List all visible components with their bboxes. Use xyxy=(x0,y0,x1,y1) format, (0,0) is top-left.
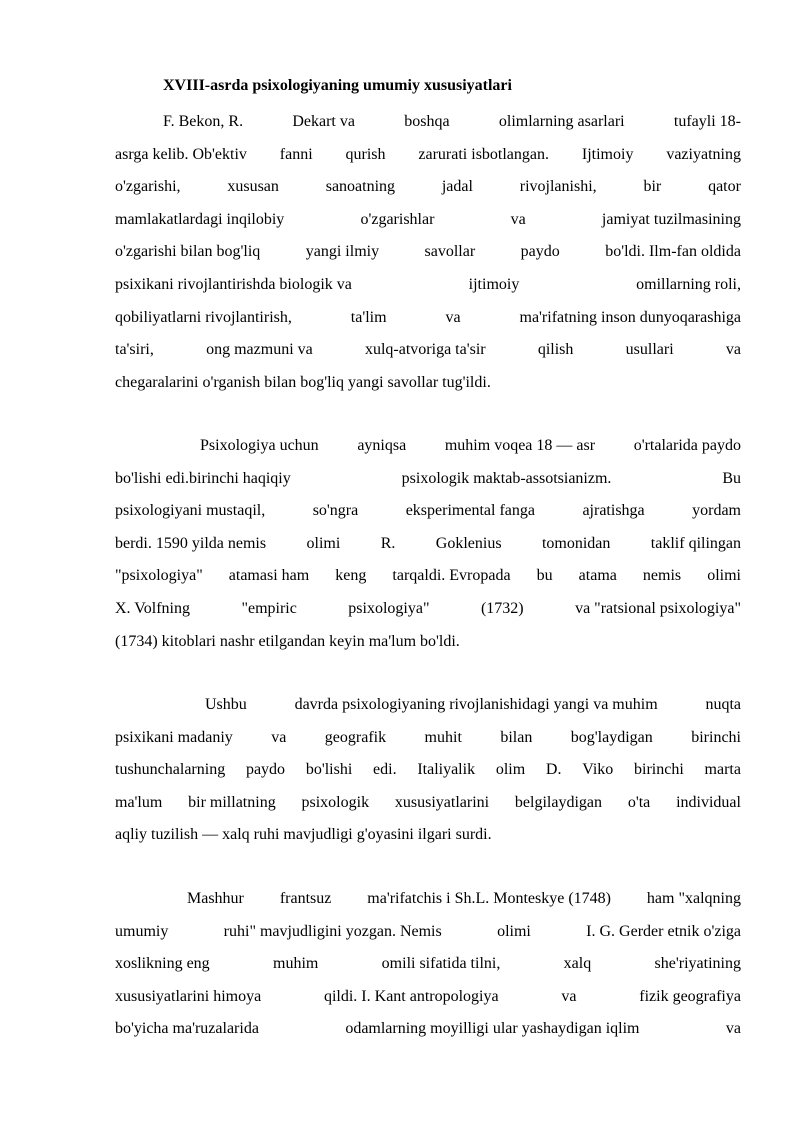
word-group: psixologiya" xyxy=(348,599,430,617)
word-group: va xyxy=(510,210,526,228)
text-line xyxy=(115,694,741,727)
word-group: bo'lishi xyxy=(305,761,353,779)
document-title: XVIII-asrda psixologiyaning umumiy xususiyatlari xyxy=(163,77,512,94)
paragraph-3 xyxy=(115,694,741,857)
paragraph-1 xyxy=(115,111,741,404)
word-group: paydo xyxy=(520,243,560,261)
word-group: F. Bekon, R. xyxy=(163,113,244,130)
word-group: umumiy xyxy=(115,922,169,940)
word-group: atamasi ham xyxy=(228,567,310,585)
word-group: psixikani rivojlantirishda biologik va xyxy=(115,275,352,293)
word-group: sanoatning xyxy=(325,178,396,196)
word-group: bu xyxy=(536,567,553,585)
word-group: Ushbu xyxy=(205,696,247,713)
word-group: ong mazmuni va xyxy=(206,341,313,359)
word-group: olimi xyxy=(707,567,741,585)
word-group: Psixologiya uchun xyxy=(200,437,319,454)
text-line xyxy=(115,631,741,664)
word-group: birinchi xyxy=(691,728,741,746)
text-line xyxy=(115,824,741,857)
word-group: birinchi xyxy=(634,761,684,779)
word-group: xalq xyxy=(563,955,592,973)
word-group: "empiric xyxy=(241,599,297,617)
word-group: so'ngra xyxy=(312,502,359,520)
word-group: tomonidan xyxy=(541,534,611,552)
word-group: muhim xyxy=(273,955,319,973)
word-group: o'zgarishlar xyxy=(360,210,435,228)
word-group: individual xyxy=(676,793,741,811)
word-group: ijtimoiy xyxy=(468,275,520,293)
word-group: ta'lim xyxy=(350,308,387,326)
word-group: va xyxy=(561,987,577,1005)
word-group: keng xyxy=(335,567,367,585)
word-group: aqliy tuzilish — xalq ruhi mavjudligi g'oyasini ilgari surdi. xyxy=(115,826,492,844)
word-group: bo'lishi edi.birinchi haqiqiy xyxy=(115,469,291,487)
text-line xyxy=(115,921,741,954)
text-line xyxy=(115,339,741,372)
text-line xyxy=(115,759,741,792)
word-group: ma'rifatning inson dunyoqarashiga xyxy=(519,308,741,326)
word-group: frantsuz xyxy=(279,890,332,907)
text-line xyxy=(115,274,741,307)
word-group: nuqta xyxy=(705,696,741,713)
text-line xyxy=(115,598,741,631)
text-line xyxy=(115,953,741,986)
word-group: chegaralarini o'rganish bilan bog'liq yangi savollar tug'ildi. xyxy=(115,373,491,391)
word-group: Viko xyxy=(582,761,614,779)
word-group: ma'lum xyxy=(115,793,163,811)
text-line xyxy=(115,209,741,242)
word-group: Dekart va xyxy=(292,113,355,130)
text-line xyxy=(115,792,741,825)
word-group: Ijtimoiy xyxy=(581,145,634,163)
word-group: paydo xyxy=(245,761,286,779)
word-group: muhim voqea 18 — asr xyxy=(444,437,596,454)
word-group: psixologik xyxy=(301,793,370,811)
word-group: tarqaldi. Evropada xyxy=(392,567,511,585)
word-group: va xyxy=(725,341,741,359)
word-group: ajratishga xyxy=(582,502,645,520)
word-group: bir millatning xyxy=(188,793,276,811)
word-group: qilish xyxy=(537,341,574,359)
word-group: fanni xyxy=(279,145,313,163)
word-group: qurish xyxy=(345,145,386,163)
word-group: marta xyxy=(704,761,741,779)
word-group: xususan xyxy=(227,178,279,196)
word-group: vaziyatning xyxy=(666,145,741,163)
text-line xyxy=(115,986,741,1019)
word-group: zarurati isbotlangan. xyxy=(418,145,550,163)
word-group: ma'rifatchis i Sh.L. Monteskye (1748) xyxy=(367,890,611,907)
word-group: psixikani madaniy xyxy=(115,728,233,746)
word-group: jamiyat tuzilmasining xyxy=(601,210,741,228)
word-group: muhit xyxy=(424,728,462,746)
word-group: olimi xyxy=(497,922,531,940)
word-group: (1734) kitoblari nashr etilgandan keyin ma'lum bo'ldi. xyxy=(115,632,460,650)
word-group: belgilaydigan xyxy=(514,793,602,811)
word-group: bir xyxy=(643,178,662,196)
text-line xyxy=(115,468,741,501)
word-group: va "ratsional psixologiya" xyxy=(575,599,741,617)
word-group: omillarning roli, xyxy=(636,275,741,293)
text-line xyxy=(115,500,741,533)
word-group: va xyxy=(271,728,287,746)
word-group: o'zgarishi bilan bog'liq xyxy=(115,243,261,261)
text-line xyxy=(115,565,741,598)
text-line xyxy=(115,111,741,144)
text-line xyxy=(115,307,741,340)
text-line xyxy=(115,533,741,566)
word-group: va xyxy=(445,308,461,326)
word-group: Bu xyxy=(722,469,741,487)
word-group: Italiyalik xyxy=(417,761,476,779)
word-group: Goklenius xyxy=(435,534,502,552)
word-group: bo'yicha ma'ruzalarida xyxy=(115,1020,259,1038)
word-group: yordam xyxy=(692,502,741,520)
word-group: psixologik maktab-assotsianizm. xyxy=(401,469,612,487)
word-group: atama xyxy=(578,567,617,585)
word-group: fizik geografiya xyxy=(639,987,741,1005)
text-line xyxy=(115,144,741,177)
word-group: ta'siri, xyxy=(115,341,154,359)
word-group: eksperimental fanga xyxy=(405,502,535,520)
word-group: xulq-atvoriga ta'sir xyxy=(364,341,486,359)
word-group: D. xyxy=(545,761,562,779)
word-group: berdi. 1590 yilda nemis xyxy=(115,534,267,552)
word-group: bilan xyxy=(500,728,533,746)
paragraph-4 xyxy=(115,888,741,1051)
word-group: odamlarning moyilligi ular yashaydigan iqlim xyxy=(345,1020,640,1038)
text-line xyxy=(115,176,741,209)
word-group: ruhi" mavjudligini yozgan. Nemis xyxy=(223,922,442,940)
text-line xyxy=(115,1018,741,1051)
word-group: nemis xyxy=(642,567,682,585)
word-group: savollar xyxy=(424,243,476,261)
word-group: bog'laydigan xyxy=(570,728,653,746)
word-group: X. Volfning xyxy=(115,599,190,617)
text-line xyxy=(115,727,741,760)
word-group: xususiyatlarini xyxy=(394,793,490,811)
word-group: R. xyxy=(380,534,396,552)
word-group: rivojlanishi, xyxy=(519,178,597,196)
word-group: "psixologiya" xyxy=(115,567,203,585)
word-group: va xyxy=(725,1020,741,1038)
word-group: qildi. I. Kant antropologiya xyxy=(323,987,499,1005)
word-group: mamlakatlardagi inqilobiy xyxy=(115,210,285,228)
word-group: Mashhur xyxy=(187,890,244,907)
word-group: xususiyatlarini himoya xyxy=(115,987,262,1005)
word-group: xoslikning eng xyxy=(115,955,210,973)
word-group: bo'ldi. Ilm-fan oldida xyxy=(605,243,741,261)
word-group: ham "xalqning xyxy=(646,890,741,907)
word-group: olim xyxy=(495,761,526,779)
word-group: o'zgarishi, xyxy=(115,178,181,196)
word-group: (1732) xyxy=(480,599,524,617)
word-group: ayniqsa xyxy=(357,437,407,454)
word-group: taklif qilingan xyxy=(650,534,741,552)
word-group: tushunchalarning xyxy=(115,761,226,779)
word-group: usullari xyxy=(625,341,674,359)
word-group: edi. xyxy=(373,761,397,779)
word-group: yangi ilmiy xyxy=(305,243,380,261)
text-line xyxy=(115,435,741,468)
text-line xyxy=(115,372,741,405)
word-group: jadal xyxy=(441,178,473,196)
word-group: I. G. Gerder etnik o'ziga xyxy=(586,922,741,940)
word-group: tufayli 18- xyxy=(673,113,741,130)
word-group: psixologiyani mustaqil, xyxy=(115,502,266,520)
word-group: olimi xyxy=(306,534,341,552)
word-group: boshqa xyxy=(404,113,450,130)
word-group: olimlarning asarlari xyxy=(498,113,625,130)
word-group: o'ta xyxy=(627,793,651,811)
text-line xyxy=(115,241,741,274)
word-group: geografik xyxy=(324,728,387,746)
word-group: qator xyxy=(708,178,741,196)
word-group: o'rtalarida paydo xyxy=(633,437,741,454)
word-group: qobiliyatlarni rivojlantirish, xyxy=(115,308,292,326)
word-group: she'riyatining xyxy=(654,955,741,973)
word-group: davrda psixologiyaning rivojlanishidagi yangi va muhim xyxy=(294,696,658,713)
paragraph-2 xyxy=(115,435,741,663)
text-line xyxy=(115,888,741,921)
word-group: asrga kelib. Ob'ektiv xyxy=(115,145,247,163)
word-group: omili sifatida tilni, xyxy=(381,955,501,973)
